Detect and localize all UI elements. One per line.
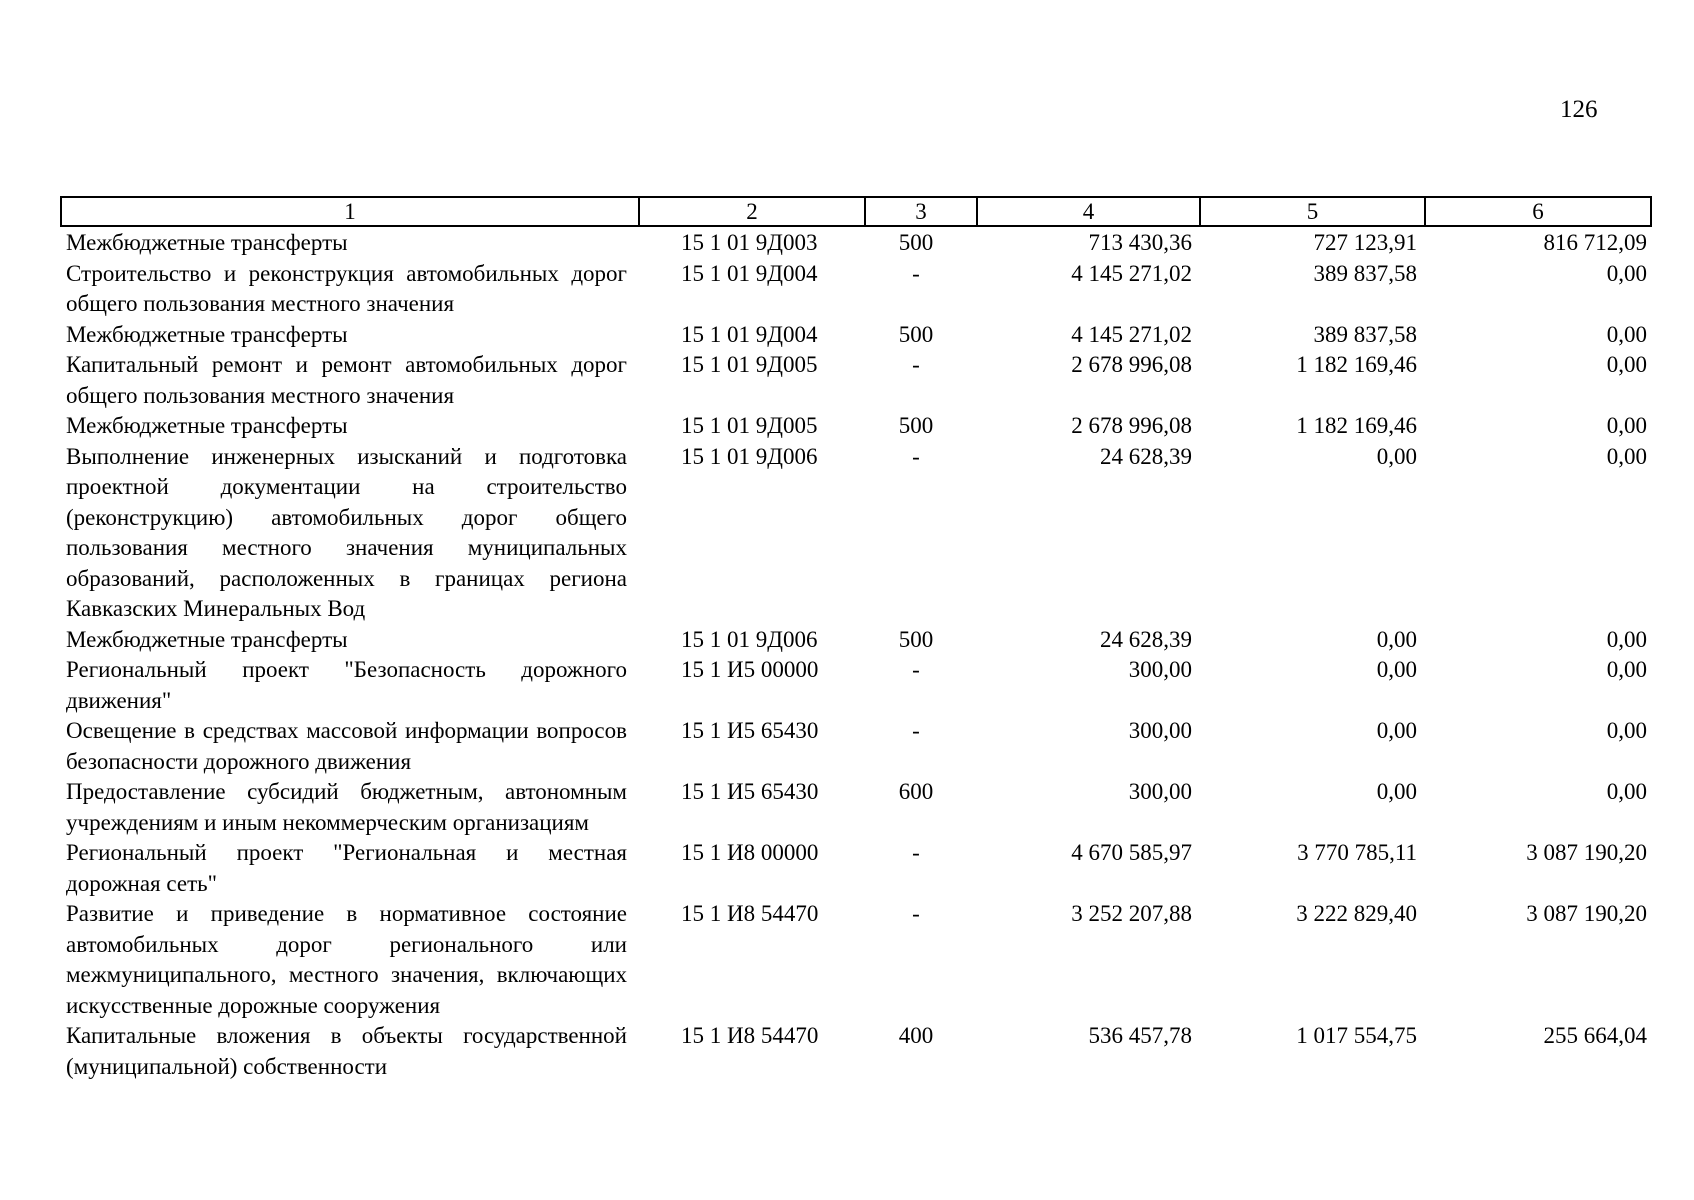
row-value-6: 3 087 190,20 xyxy=(1526,901,1647,926)
row-expense-type: - xyxy=(912,352,920,377)
row-expense-type: - xyxy=(912,840,920,865)
row-expense-type: - xyxy=(912,657,920,682)
header-row xyxy=(61,197,1651,226)
row-value-4: 2 678 996,08 xyxy=(1071,352,1192,377)
row-value-4: 300,00 xyxy=(1128,718,1192,743)
row-value-6: 0,00 xyxy=(1606,352,1647,377)
row-name: Межбюджетные трансферты xyxy=(66,413,348,438)
row-name: Освещение в средствах массовой информации вопросов безопасности дорожного движения xyxy=(66,718,627,774)
header-cell-4: 4 xyxy=(977,197,1200,226)
header-cell-5: 5 xyxy=(1200,197,1425,226)
table-row xyxy=(61,716,1651,777)
row-value-5: 389 837,58 xyxy=(1313,260,1417,286)
row-code: 15 1 И5 00000 xyxy=(681,657,819,682)
table-body xyxy=(61,226,1651,1082)
budget-table xyxy=(60,196,1652,1082)
row-value-6: 0,00 xyxy=(1606,443,1647,469)
row-value-5: 0,00 xyxy=(1376,443,1417,469)
row-expense-type: 500 xyxy=(898,230,934,255)
row-code: 15 1 01 9Д006 xyxy=(681,626,818,652)
row-name: Региональный проект "Региональная и местная дорожная сеть" xyxy=(66,840,627,896)
row-value-5: 3 222 829,40 xyxy=(1296,901,1417,926)
table-row xyxy=(61,226,1651,259)
row-name: Капитальные вложения в объекты государственной (муниципальной) собственности xyxy=(66,1023,627,1079)
row-value-4: 4 145 271,02 xyxy=(1071,260,1192,286)
row-value-5: 389 837,58 xyxy=(1313,321,1417,347)
row-name: Развитие и приведение в нормативное состояние автомобильных дорог регионального или межмуниципального, местного значения, включающих искусственные дорожные сооружения xyxy=(66,901,627,1018)
row-code: 15 1 01 9Д004 xyxy=(681,260,818,286)
row-name: Региональный проект "Безопасность дорожного движения" xyxy=(66,657,627,713)
row-value-6: 0,00 xyxy=(1606,626,1647,652)
row-value-5: 0,00 xyxy=(1376,718,1417,743)
table-row xyxy=(61,259,1651,320)
row-expense-type: - xyxy=(912,443,920,469)
row-code: 15 1 И8 54470 xyxy=(681,1023,819,1048)
row-name: Межбюджетные трансферты xyxy=(66,626,348,652)
row-expense-type: 400 xyxy=(898,1023,934,1048)
header-cell-3: 3 xyxy=(865,197,977,226)
row-name: Межбюджетные трансферты xyxy=(66,230,348,255)
row-value-4: 536 457,78 xyxy=(1088,1023,1192,1048)
row-expense-type: - xyxy=(912,901,920,926)
row-value-6: 0,00 xyxy=(1606,779,1647,804)
row-code: 15 1 И5 65430 xyxy=(681,718,819,743)
row-expense-type: - xyxy=(912,260,920,286)
table-row xyxy=(61,350,1651,411)
row-expense-type: 500 xyxy=(898,413,934,438)
table-row xyxy=(61,411,1651,442)
row-name: Межбюджетные трансферты xyxy=(66,321,348,347)
row-value-6: 816 712,09 xyxy=(1543,230,1647,255)
row-expense-type: 500 xyxy=(898,321,934,347)
row-value-6: 0,00 xyxy=(1606,718,1647,743)
table-row xyxy=(61,838,1651,899)
row-value-4: 300,00 xyxy=(1128,657,1192,682)
row-name: Выполнение инженерных изысканий и подготовка проектной документации на строительство (реконструкцию) автомобильных дорог общего пользования местного значения муниципальных образований, расположенных в границах региона Кавказских Минеральных Вод xyxy=(66,443,627,621)
row-value-4: 4 670 585,97 xyxy=(1071,840,1192,865)
header-cell-1: 1 xyxy=(61,197,639,226)
row-value-4: 24 628,39 xyxy=(1100,443,1192,469)
row-code: 15 1 И8 00000 xyxy=(681,840,819,865)
row-value-4: 300,00 xyxy=(1128,779,1192,804)
table-header xyxy=(61,197,1651,226)
row-code: 15 1 И5 65430 xyxy=(681,779,819,804)
row-value-6: 0,00 xyxy=(1606,260,1647,286)
table-row xyxy=(61,625,1651,656)
header-cell-6: 6 xyxy=(1425,197,1651,226)
row-name: Предоставление субсидий бюджетным, автономным учреждениям и иным некоммерческим организациям xyxy=(66,779,627,835)
row-expense-type: - xyxy=(912,718,920,743)
row-value-6: 3 087 190,20 xyxy=(1526,840,1647,865)
row-code: 15 1 01 9Д006 xyxy=(681,443,818,469)
row-value-5: 0,00 xyxy=(1376,626,1417,652)
row-expense-type: 600 xyxy=(898,779,934,804)
row-name: Капитальный ремонт и ремонт автомобильных дорог общего пользования местного значения xyxy=(66,352,627,408)
table-row xyxy=(61,899,1651,1021)
row-value-4: 713 430,36 xyxy=(1088,230,1192,255)
row-value-4: 2 678 996,08 xyxy=(1071,413,1192,438)
row-value-5: 727 123,91 xyxy=(1313,230,1417,255)
row-value-4: 4 145 271,02 xyxy=(1071,321,1192,347)
row-code: 15 1 01 9Д004 xyxy=(681,321,818,347)
row-value-5: 0,00 xyxy=(1376,779,1417,804)
row-value-6: 0,00 xyxy=(1606,657,1647,682)
table-row xyxy=(61,1021,1651,1082)
row-name: Строительство и реконструкция автомобильных дорог общего пользования местного значения xyxy=(66,260,627,316)
table-row xyxy=(61,320,1651,351)
table-row xyxy=(61,777,1651,838)
row-value-5: 0,00 xyxy=(1376,657,1417,682)
row-value-6: 0,00 xyxy=(1606,321,1647,347)
row-value-5: 1 017 554,75 xyxy=(1296,1023,1417,1048)
row-value-6: 0,00 xyxy=(1606,413,1647,438)
header-cell-2: 2 xyxy=(639,197,865,226)
row-value-6: 255 664,04 xyxy=(1543,1023,1647,1048)
row-value-4: 24 628,39 xyxy=(1100,626,1192,652)
row-value-5: 1 182 169,46 xyxy=(1296,352,1417,377)
table-row xyxy=(61,442,1651,625)
row-value-4: 3 252 207,88 xyxy=(1071,901,1192,926)
row-expense-type: 500 xyxy=(898,626,934,652)
row-code: 15 1 01 9Д003 xyxy=(681,230,818,255)
row-code: 15 1 01 9Д005 xyxy=(681,413,818,438)
row-code: 15 1 И8 54470 xyxy=(681,901,819,926)
row-value-5: 1 182 169,46 xyxy=(1296,413,1417,438)
row-value-5: 3 770 785,11 xyxy=(1297,840,1417,865)
table-row xyxy=(61,655,1651,716)
page-number: 126 xyxy=(1560,96,1598,123)
row-code: 15 1 01 9Д005 xyxy=(681,352,818,377)
